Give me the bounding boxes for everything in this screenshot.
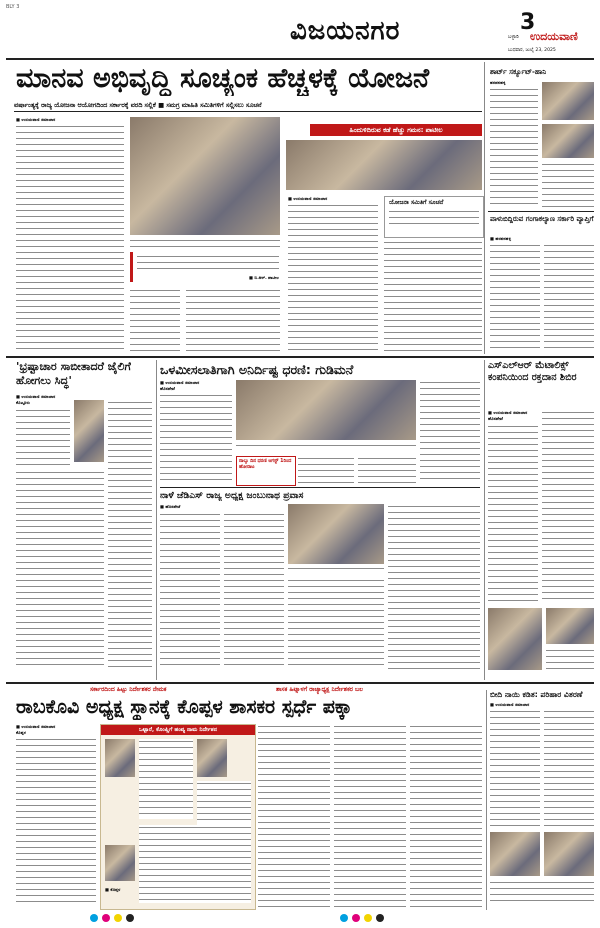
bottom-box-caption: ■ ಕೊಪ್ಪಳ [105,887,121,892]
lead-deck: ವರ್ಷಾಂತ್ಯಕ್ಕೆ ರಾಜ್ಯ ಯೋಜನಾ ಆಯೋಗದಿಂದ ಸರ್ಕಾರಕ್ಕೆ ವರದಿ ಸಲ್ಲಿಕೆ ■ ಸಮಗ್ರ ಮಾಹಿತಿ ಸಮಿತಿಗಳಿಗೆ ಸಲ್ಲಿಸಲು ಸೂಚನೆ [14,101,262,109]
row2-mid-callout-text: ನಾಲ್ಕು ದಿನ ಧರಣಿ ಆಗಸ್ಟ್ 1ರಿಂದ ಹೋರಾಟ [239,459,292,470]
masthead-rule [6,58,594,60]
bottom-box-text3 [139,825,251,903]
bottom-box-text1 [139,739,193,819]
bottom-box [100,724,256,910]
row2-mid-second-place: ■ ಹೊಸಪೇಟೆ [160,504,181,509]
sidebar-second-col2 [544,243,594,353]
bottom-box-title: ಒಟ್ಟಾರೆ, ಕೊಂಪ್ಲಿಗೆ ಹಂಪ್ಯ ನಾಮ ನಿರ್ದೇಶನ [101,725,255,735]
bottom-right-photo1 [490,832,540,876]
bottom-right-headline: ಬೀದಿ ನಾಯಿ ಕಡಿತ: ಪರಿಹಾರ ವಿತರಣೆ [490,690,583,699]
bottom-box-portrait2 [197,739,227,777]
lead-headline: ಮಾನವ ಅಭಿವೃದ್ಧಿ ಸೂಚ್ಯಂಕ ಹೆಚ್ಚಳಕ್ಕೆ ಯೋಜನೆ [16,63,430,94]
bottom-box-portrait1 [105,739,135,777]
bottom-right-photo2 [544,832,594,876]
sidebar-top-col1 [490,87,538,207]
reg-mark-magenta-2 [352,914,360,922]
reg-mark-yellow-2 [364,914,372,922]
registration-marks [0,912,600,926]
lead-quote-label: ■ ಬಿ.ಆರ್. ಪಾಟೀಲ [248,275,279,280]
row2-mid-col4 [420,380,480,484]
bottom-right-byline: ■ ಉದಯವಾಣಿ ಸಮಾಚಾರ [490,702,530,707]
row2-right-place: ಹೊಸಪೇಟೆ [488,416,503,421]
sidebar-second-byline: ■ ಹರಪನಹಳ್ಳಿ [490,236,511,241]
row2-mid-second-headline: ನಾಳೆ ಜೆಡಿಎಸ್ ರಾಜ್ಯ ಅಧ್ಯಕ್ಷ ಜಂಬುನಾಥ ಪ್ರವಾಸ [160,490,304,501]
sidebar-top-byline: ಹರಪನಹಳ್ಳಿ [490,80,506,85]
bottom-box-portrait3 [105,845,135,881]
lead-deck-rule [14,111,482,112]
bottom-right-col2 [544,709,594,829]
row2-left-place: ಕೊಟ್ಟೂರು [16,400,30,405]
section-title-text: ವಿಜಯನಗರ [290,16,401,46]
sidebar-top-title: ಶಾರ್ಟ್ ಸರ್ಕ್ಯೂಟ್-ಹಾನಿ [490,68,547,76]
row2-mid-place: ಹೊಸಪೇಟೆ [160,386,175,391]
row2-mid2-col1 [160,512,220,670]
row2-right-byline: ■ ಉದಯವಾಣಿ ಸಮಾಚಾರ [488,410,528,415]
sidebar-second-title: ಪಾಳುಬಿದ್ದಿರುವ ಗಂಗಾಕಲ್ಯಾಣ ಸರ್ಕಾರಿ ವ್ಯಾಪ್ತಿಗೆ [490,215,594,223]
row2-mid-col2 [298,456,354,484]
bottom-col4 [410,724,482,908]
lead-byline: ■ ಉದಯವಾಣಿ ಸಮಾಚಾರ [16,117,56,122]
row2-mid2-col2 [224,512,284,670]
lead-body-col1 [16,124,124,352]
lead-body-col3 [186,288,280,352]
bottom-col1 [16,737,96,907]
reg-mark-yellow [114,914,122,922]
row2-divider-1 [156,360,157,680]
lead-sub-box-title: ಯೋಜನಾ ಸಮಿತಿಗೆ ಸೂಚನೆ [389,199,444,206]
reg-mark-magenta [102,914,110,922]
lead-sub-box [384,196,484,238]
row2-left-byline: ■ ಉದಯವಾಣಿ ಸಮಾಚಾರ [16,394,56,399]
lead-sub-col1 [288,203,378,353]
reg-mark-cyan [90,914,98,922]
sidebar-rule [488,211,594,212]
row2-mid-photo [236,380,416,440]
row2-right-col1 [488,424,538,604]
paper-name: ಉದಯವಾಣಿ [530,30,578,43]
paper-name-prefix: ಬಳ್ಳಾರಿ [508,34,519,40]
sidebar-top-col2 [542,162,594,207]
page-number: 3 [520,10,536,35]
reg-mark-black-2 [376,914,384,922]
lead-sub-photo [286,140,482,190]
row2-mid-col1 [160,393,232,483]
bottom-headline: ರಾಬಕೊವಿ ಅಧ್ಯಕ್ಷ ಸ್ಥಾನಕ್ಕೆ ಕೊಪ್ಪಳ ಶಾಸಕರ ಸ್ಪರ್ಧೆ ಪಕ್ಕಾ [16,696,352,718]
row2-right-photo1 [488,608,542,670]
sidebar-second-col1 [490,243,540,353]
bottom-byline: ■ ಉದಯವಾಣಿ ಸಮಾಚಾರ [16,724,56,729]
row2-mid-headline: ಒಳಮೀಸಲಾತಿಗಾಗಿ ಅನಿರ್ದಿಷ್ಟ ಧರಣಿ: ಗುಡಿಮನೆ [160,362,354,377]
issue-date: ಬುಧವಾರ, ಜುಲೈ 23, 2025 [508,48,556,53]
row2-left-col1b [16,470,104,670]
lead-photo-caption [130,238,280,248]
edition-tag: BLY 3 [6,4,20,10]
row2-left-col2 [108,400,152,670]
row2-divider-2 [484,360,485,680]
bottom-col2 [258,724,330,908]
bottom-strap-right: ಶಾಸಕ ಹಿಟ್ನಾಳಗೆ ರಾಜ್ಯಾಧ್ಯಕ್ಷ ನಿರ್ದೇಶಕರ ಬಲ [276,686,363,693]
row2-left-headline: 'ಭ್ರಷ್ಟಾಚಾರ ಸಾಬೀತಾದರೆ ಜೈಲಿಗೆ ಹೋಗಲು ಸಿದ್ಧ' [16,360,131,387]
row2-right-caption [546,648,594,670]
row2-right-col2 [542,410,594,604]
bottom-place: ಕೊಪ್ಪಳ [16,730,27,735]
lead-sub-box-text [389,209,479,227]
row2-mid-callout [236,456,296,486]
lead-body-col2 [130,288,180,352]
bottom-col3 [334,724,406,908]
row2-mid-byline: ■ ಉದಯವಾಣಿ ಸಮಾಚಾರ [160,380,200,385]
row2-mid2-caption [288,566,384,574]
lead-sub-red: ಹಿಂದುಳಿದಿರುವ ಕಡೆ ಹೆಚ್ಚು ಗಮನ: ಪಾಟೀಲ [310,124,482,136]
bottom-right-col1 [490,709,540,829]
row2-left-col1 [16,408,70,466]
row2-mid-rule [160,487,480,488]
bottom-divider [486,690,487,910]
bottom-top-rule [6,682,594,684]
sidebar-top-photo2 [542,124,594,158]
lead-photo [130,117,280,235]
sidebar-divider [484,62,485,354]
lead-sub-col2 [384,240,482,352]
reg-mark-black [126,914,134,922]
row2-mid2-photo [288,504,384,564]
row2-mid2-col4 [388,504,480,670]
sidebar-top-photo1 [542,82,594,120]
row2-mid2-col3 [288,578,384,670]
lead-quote-box [130,252,283,282]
row2-right-photo2 [546,608,594,644]
row2-mid-photo-caption [236,443,416,451]
row2-left-portrait [74,400,104,462]
lead-quote-text [137,254,279,272]
reg-mark-cyan-2 [340,914,348,922]
row2-right-headline: ಎಸ್‌ಎಲ್‌ಆರ್ ಮೆಟಾಲಿಕ್ಸ್ ಕಂಪನಿಯಿಂದ ರಕ್ತದಾನ ಶಿಬಿರ [488,360,577,383]
row2-mid-col3 [358,456,416,484]
bottom-right-caption [490,880,594,906]
row2-top-rule [6,356,594,358]
lead-sub-byline: ■ ಉದಯವಾಣಿ ಸಮಾಚಾರ [288,196,328,201]
bottom-strap-left: ಸರ್ಕಾರದಿಂದ ಹಿಟ್ಟು ನಿರ್ದೇಶಕರ ನೇಮಕ [90,686,167,693]
section-title [290,16,470,50]
